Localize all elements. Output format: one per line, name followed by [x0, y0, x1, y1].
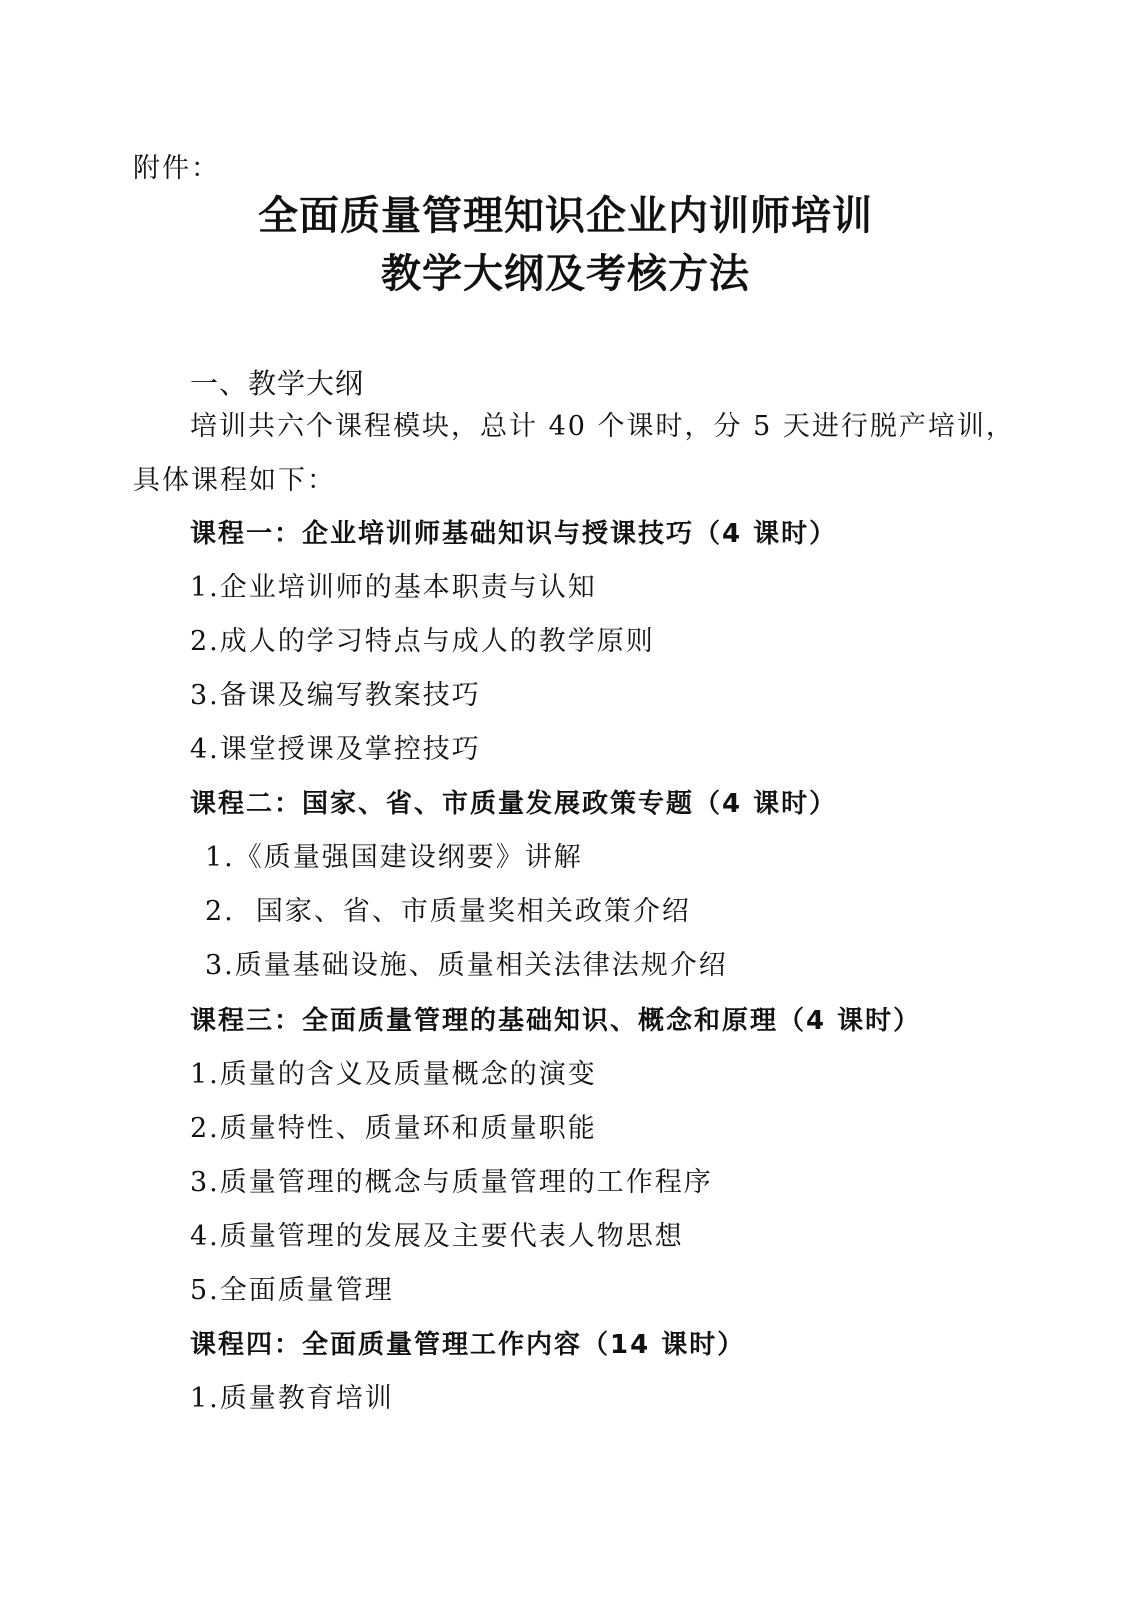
course-2-item-2: 2. 国家、省、市质量奖相关政策介绍 — [205, 896, 691, 927]
course-3-item-5: 5.全面质量管理 — [190, 1275, 394, 1306]
course-2-item-1: 1.《质量强国建设纲要》讲解 — [205, 842, 583, 873]
course-3-item-4: 4.质量管理的发展及主要代表人物思想 — [190, 1221, 684, 1252]
course-2-item-3: 3.质量基础设施、质量相关法律法规介绍 — [205, 950, 728, 981]
course-3-item-1: 1.质量的含义及质量概念的演变 — [190, 1059, 597, 1090]
intro-paragraph-line1: 培训共六个课程模块，总计 40 个课时，分 5 天进行脱产培训， — [190, 411, 1015, 442]
course-3-item-3: 3.质量管理的概念与质量管理的工作程序 — [190, 1167, 713, 1198]
document-title-line1: 全面质量管理知识企业内训师培训 — [258, 193, 873, 239]
course-1-item-1: 1.企业培训师的基本职责与认知 — [190, 572, 597, 603]
course-heading-1: 课程一：企业培训师基础知识与授课技巧（4 课时） — [190, 519, 838, 549]
document-title-line2: 教学大纲及考核方法 — [381, 251, 750, 297]
section-heading-teaching-outline: 一、教学大纲 — [190, 367, 365, 400]
intro-paragraph-line2: 具体课程如下： — [133, 465, 336, 496]
course-heading-4: 课程四：全面质量管理工作内容（14 课时） — [190, 1330, 746, 1360]
attachment-label: 附件： — [133, 153, 220, 184]
course-1-item-2: 2.成人的学习特点与成人的教学原则 — [190, 626, 655, 657]
course-3-item-2: 2.质量特性、质量环和质量职能 — [190, 1113, 597, 1144]
course-heading-2: 课程二：国家、省、市质量发展政策专题（4 课时） — [190, 789, 838, 819]
course-1-item-4: 4.课堂授课及掌控技巧 — [190, 734, 481, 765]
course-1-item-3: 3.备课及编写教案技巧 — [190, 680, 481, 711]
course-heading-3: 课程三：全面质量管理的基础知识、概念和原理（4 课时） — [190, 1006, 922, 1036]
course-4-item-1: 1.质量教育培训 — [190, 1383, 394, 1414]
